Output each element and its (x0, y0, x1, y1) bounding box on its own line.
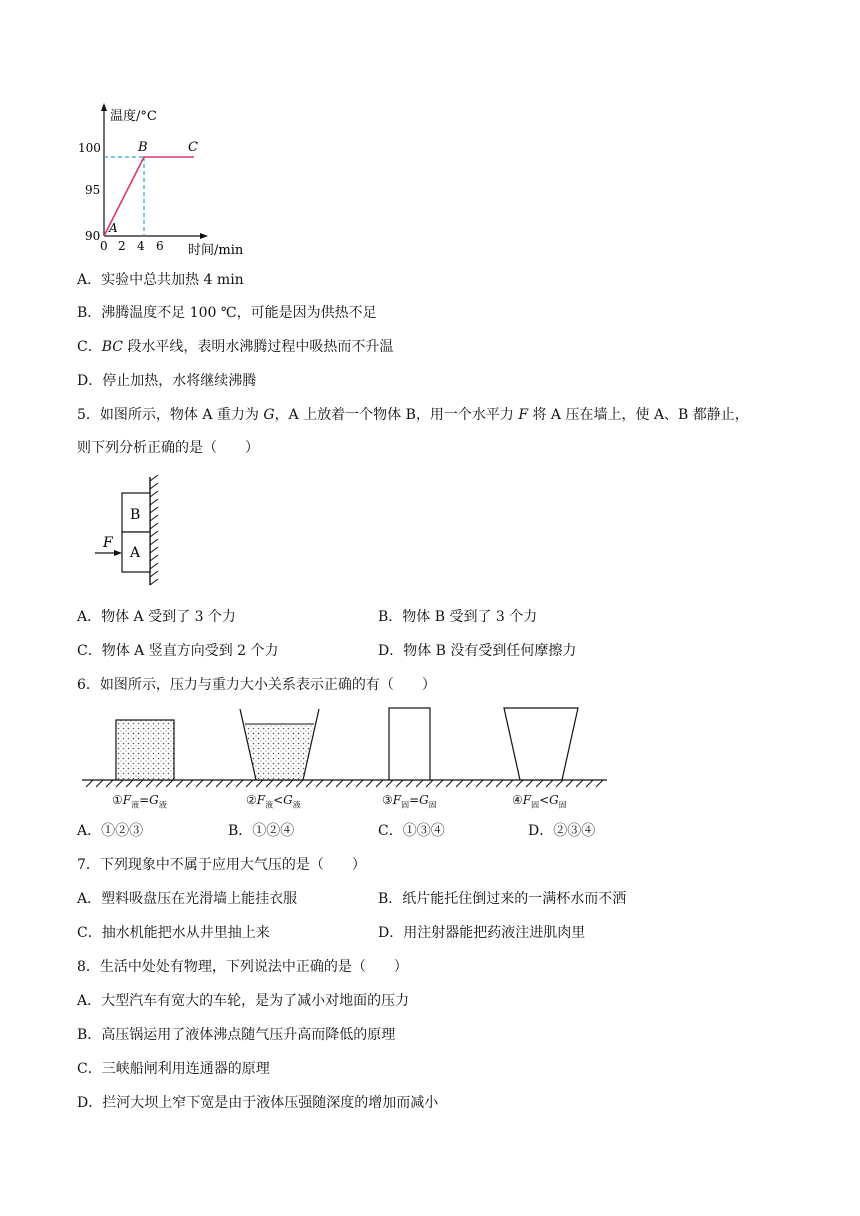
caption-lhs: F (392, 793, 402, 807)
caption-4 (512, 790, 567, 815)
caption-lhs: F (256, 793, 266, 807)
caption-rhs: G (149, 793, 159, 807)
q7-stem: 7．下列现象中不属于应用大气压的是（ ） (77, 857, 366, 873)
caption-op: = (409, 793, 420, 807)
caption-lsub: 液 (131, 800, 140, 810)
x-tick-0: 0 (100, 239, 108, 253)
caption-lsub: 固 (531, 800, 540, 810)
point-label-a: A (109, 221, 118, 235)
caption-rhs: G (419, 793, 429, 807)
caption-op: < (273, 793, 284, 807)
var-g: G (263, 407, 275, 423)
q5-option-b: B．物体 B 受到了 3 个力 (378, 609, 538, 625)
q4-option-c (77, 337, 393, 357)
caption-lsub: 固 (401, 800, 410, 810)
y-tick-90: 90 (85, 229, 101, 243)
stem-part: ，A 上放着一个物体 B，用一个水平力 (274, 407, 519, 423)
x-tick-4: 4 (137, 239, 145, 253)
option-text: 段水平线，表明水沸腾过程中吸热而不升温 (122, 339, 394, 355)
block-b-label: B (130, 507, 141, 523)
option-letter: C． (77, 339, 102, 355)
q7-option-b: B．纸片能托住倒过来的一满杯水而不洒 (378, 891, 627, 907)
caption-rsub: 固 (428, 800, 437, 810)
force-arrow-head (114, 550, 122, 556)
q8-option-a: A．大型汽车有宽大的车轮，是为了减小对地面的压力 (77, 993, 410, 1009)
var-f: F (518, 407, 529, 423)
q6-stem: 6．如图所示，压力与重力大小关系表示正确的有（ ） (77, 677, 436, 693)
caption-num: ③ (382, 793, 393, 807)
container-1-liquid (116, 720, 174, 780)
q4-option-a: A．实验中总共加热 4 min (77, 272, 244, 288)
q7-option-a: A．塑料吸盘压在光滑墙上能挂衣服 (77, 891, 298, 907)
segment-var: BC (101, 339, 123, 355)
caption-num: ② (246, 793, 257, 807)
blocks-against-wall-figure (95, 475, 175, 590)
q5-option-a: A．物体 A 受到了 3 个力 (77, 609, 236, 625)
q6-option-b: B．①②④ (228, 823, 295, 839)
wall-hatching (150, 475, 158, 585)
solid-block-3 (389, 708, 430, 780)
caption-num: ④ (512, 793, 523, 807)
y-axis-arrow (101, 103, 107, 111)
q8-stem: 8．生活中处处有物理，下列说法中正确的是（ ） (77, 959, 408, 975)
point-label-c: C (188, 140, 198, 155)
y-tick-100: 100 (78, 141, 101, 155)
y-tick-95: 95 (85, 183, 101, 197)
ground-hatching (86, 780, 603, 787)
q5-option-d: D．物体 B 没有受到任何摩擦力 (378, 643, 577, 659)
stem-part: 将 A 压在墙上，使 A、B 都静止， (528, 407, 749, 423)
q8-option-b: B．高压锅运用了液体沸点随气压升高而降低的原理 (77, 1027, 396, 1043)
caption-op: < (539, 793, 550, 807)
q4-option-b: B．沸腾温度不足 100 ℃，可能是因为供热不足 (77, 305, 377, 321)
x-tick-6: 6 (156, 239, 164, 253)
point-label-b: B (138, 140, 148, 155)
q7-option-d: D．用注射器能把药液注进肌肉里 (378, 925, 586, 941)
caption-rsub: 液 (158, 800, 167, 810)
q5-stem-line2: 则下列分析正确的是（ ） (77, 440, 259, 456)
x-axis-arrow (200, 233, 208, 239)
q5-option-c: C．物体 A 竖直方向受到 2 个力 (77, 643, 279, 659)
caption-lhs: F (122, 793, 132, 807)
q6-option-d: D．②③④ (528, 823, 596, 839)
caption-3 (382, 790, 437, 815)
temperature-time-graph (78, 100, 268, 260)
caption-num: ① (112, 793, 123, 807)
solid-block-4 (504, 708, 578, 780)
q6-option-a: A．①②③ (77, 823, 144, 839)
q7-option-c: C．抽水机能把水从井里抽上来 (77, 925, 270, 941)
q4-option-d: D．停止加热，水将继续沸腾 (77, 373, 257, 389)
q8-option-c: C．三峡船闸利用连通器的原理 (77, 1061, 270, 1077)
force-label: F (103, 535, 113, 551)
caption-rsub: 固 (558, 800, 567, 810)
stem-part: 5．如图所示，物体 A 重力为 (77, 407, 264, 423)
container-2-liquid (245, 724, 314, 780)
caption-2 (246, 790, 301, 815)
q8-option-d: D．拦河大坝上窄下宽是由于液体压强随深度的增加而减小 (77, 1095, 439, 1111)
caption-rhs: G (549, 793, 559, 807)
q6-option-c: C．①③④ (378, 823, 445, 839)
y-axis-label: 温度/°C (110, 109, 157, 124)
caption-op: = (139, 793, 150, 807)
x-axis-label: 时间/min (188, 243, 244, 258)
q5-stem-line1 (77, 405, 749, 425)
caption-rsub: 液 (292, 800, 301, 810)
x-tick-2: 2 (118, 239, 126, 253)
caption-lhs: F (522, 793, 532, 807)
caption-lsub: 液 (265, 800, 274, 810)
block-a-label: A (130, 545, 141, 561)
caption-rhs: G (283, 793, 293, 807)
caption-1 (112, 790, 167, 815)
